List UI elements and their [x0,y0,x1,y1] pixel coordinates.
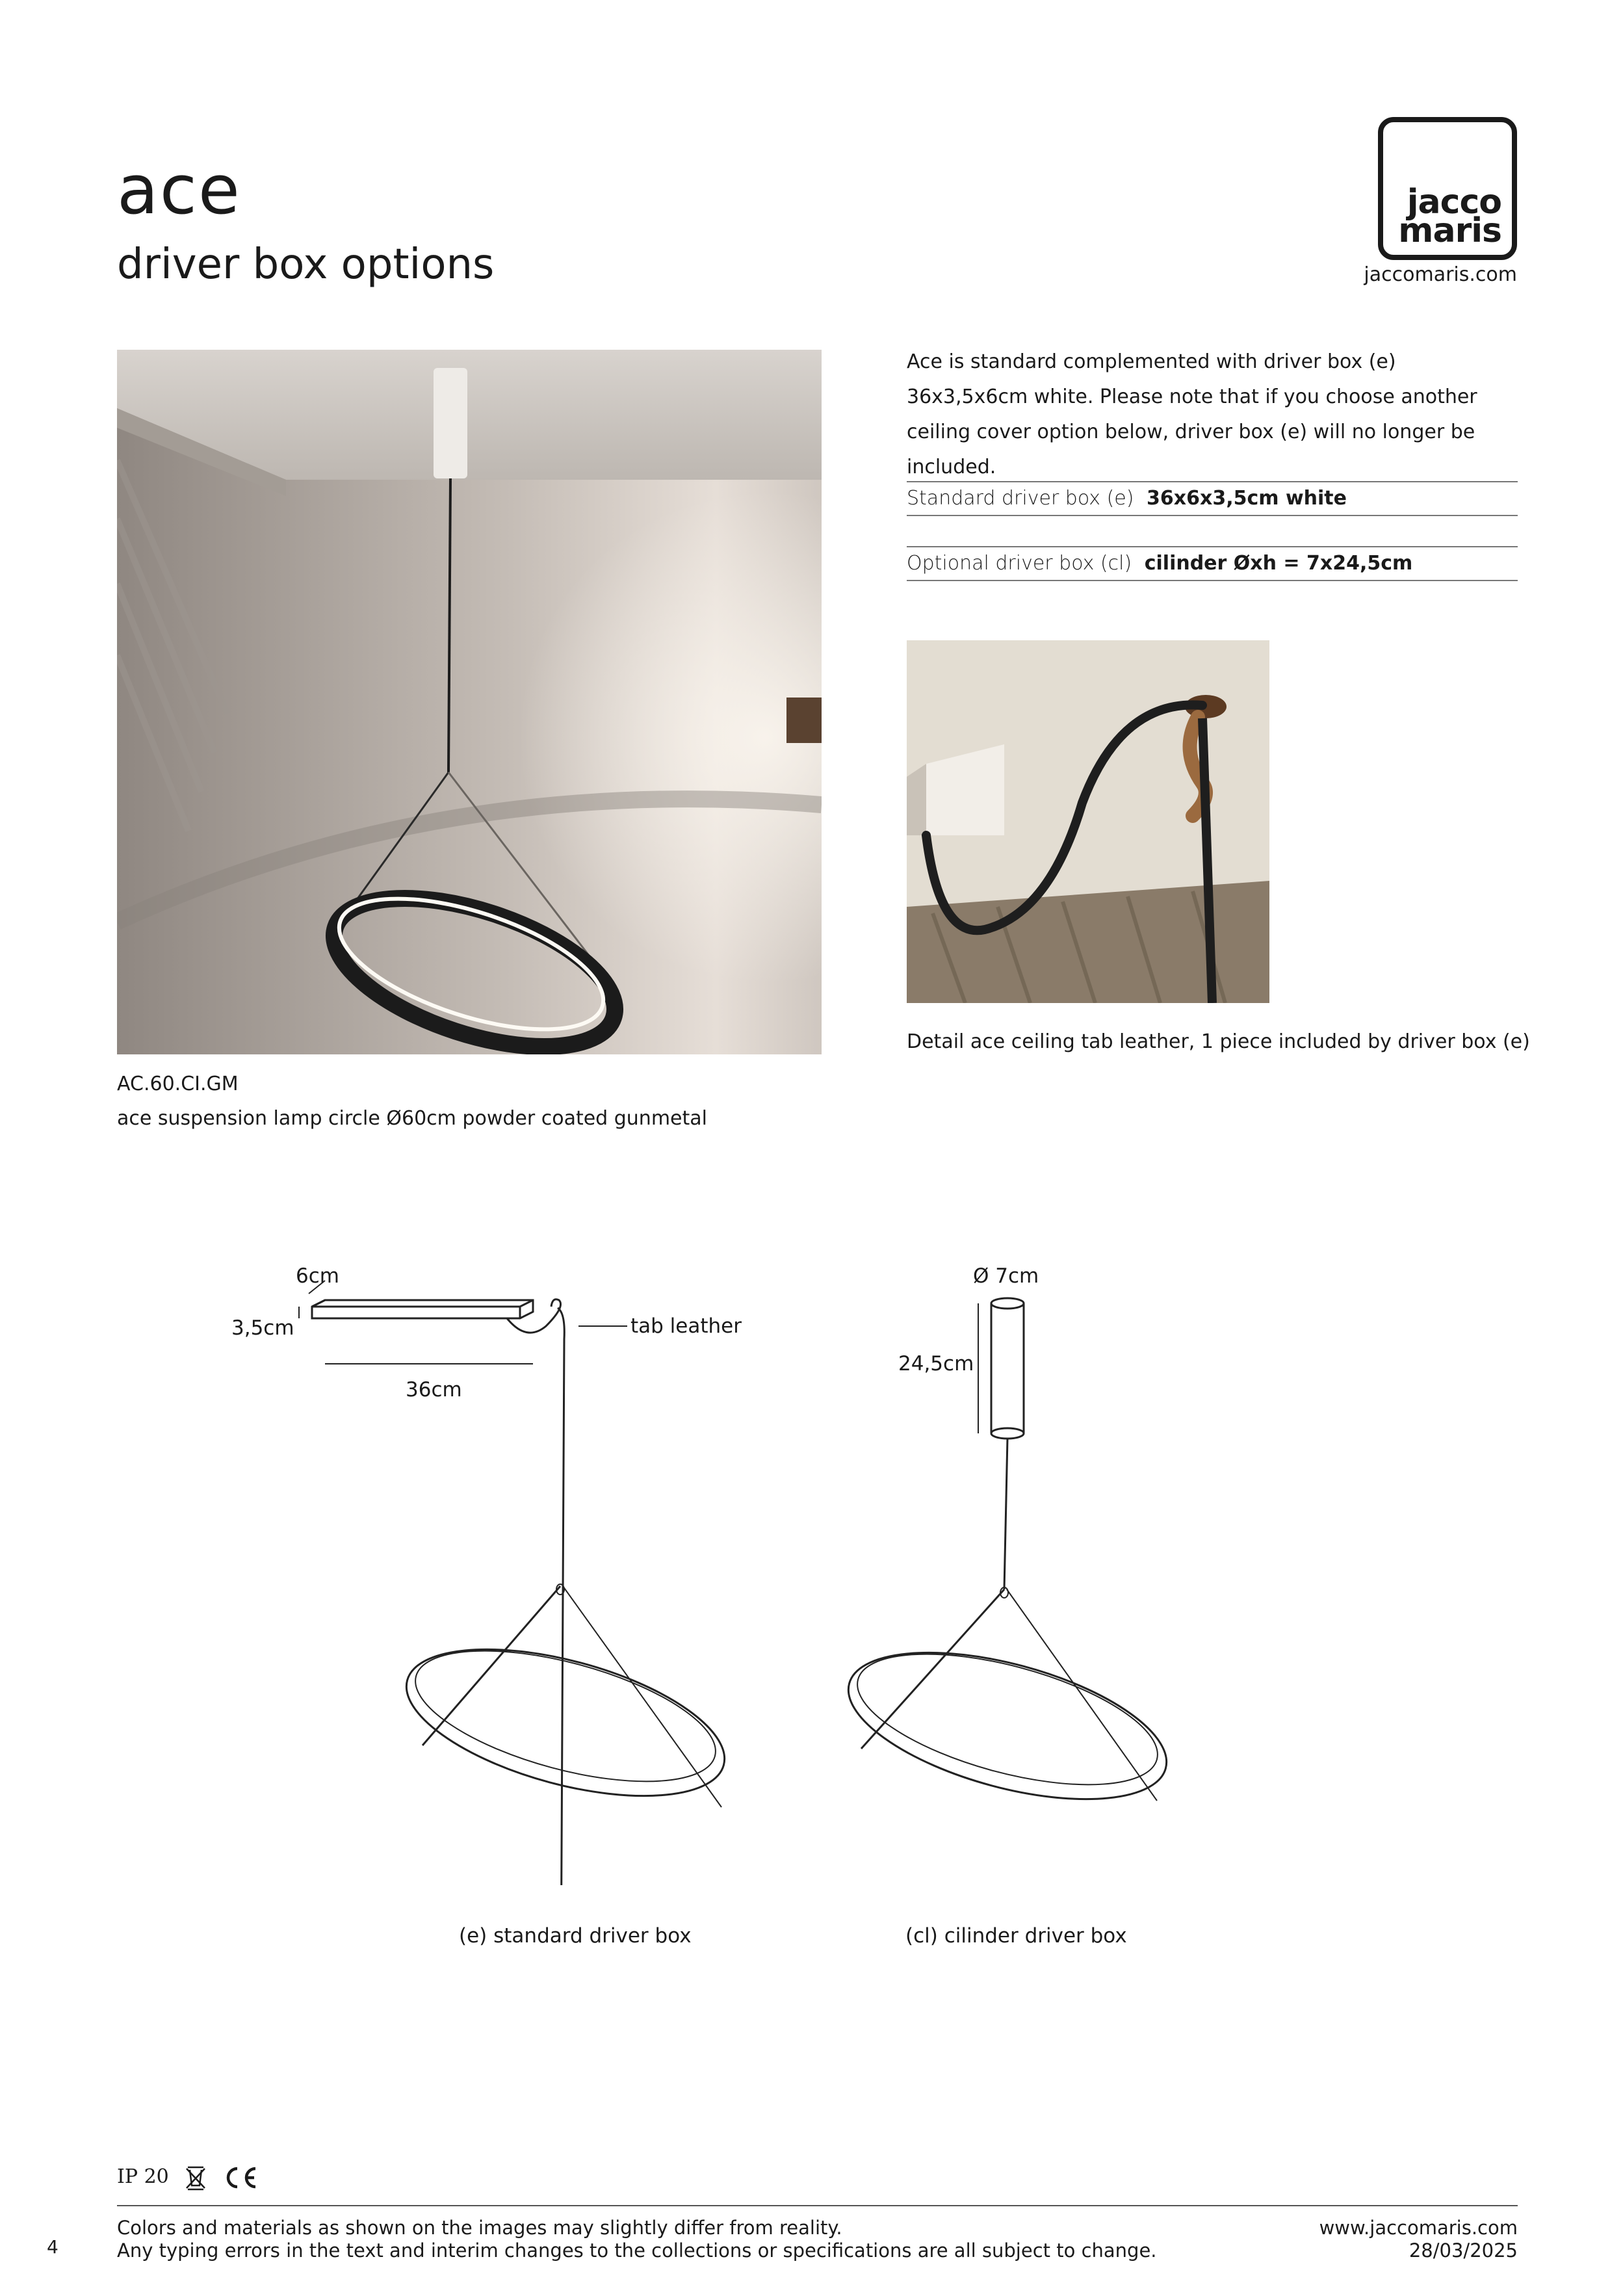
footer-disclaimer [117,2217,1157,2262]
cilinder-ring-outer [833,1624,1182,1828]
page-number: 4 [47,2236,58,2258]
main-photo-code: AC.60.CI.GM [117,1073,239,1095]
cilinder-drawing-caption: (cl) cilinder driver box [905,1924,1127,1948]
spec-value: cilinder Øxh = 7x24,5cm [1144,552,1413,575]
standard-drawing-caption: (e) standard driver box [459,1924,692,1948]
detail-photo-caption: Detail ace ceiling tab leather, 1 piece included by driver box (e) [907,1030,1530,1053]
logo-url: jaccomaris.com [1364,263,1517,286]
weee-bin-icon [184,2165,207,2191]
brand-logo [1378,117,1517,260]
ce-mark-icon [223,2165,259,2191]
intro-text: Ace is standard complemented with driver box (e) 36x3,5x6cm white. Please note that if you choose another ceiling cover option below, driver box (e) will no longer be included. [907,350,1477,478]
footer-divider [117,2205,1518,2206]
dimension-length: 36cm [406,1378,462,1402]
page-subtitle: driver box options [117,241,495,289]
disclaimer-line-2: Any typing errors in the text and interim changes to the collections or specifications are all subject to change. [117,2239,1157,2262]
dimension-height: 3,5cm [231,1316,294,1340]
tab-leather-label: tab leather [630,1314,742,1338]
main-photo-description: ace suspension lamp circle Ø60cm powder coated gunmetal [117,1107,707,1130]
ip-rating-text: IP 20 [117,2165,169,2188]
footer-meta [1235,2217,1518,2262]
standard-driver-box-drawing [299,1281,740,1885]
cilinder-driver-box-drawing [833,1298,1182,1828]
spec-row-optional [907,546,1518,581]
main-photo-illustration [117,350,822,1054]
page-title: ace [117,150,241,229]
main-product-photo [117,350,822,1054]
footer-website[interactable]: www.jaccomaris.com [1319,2217,1518,2239]
spec-value: 36x6x3,5cm white [1147,487,1347,510]
spec-row-standard [907,481,1518,516]
detail-photo-illustration [907,640,1269,1003]
spec-label: Standard driver box (e) [907,487,1134,510]
dimension-depth: 6cm [296,1264,339,1288]
logo-line-2: maris [1398,211,1501,251]
standard-ring-outer [391,1621,740,1825]
logo-wordmark [1398,182,1501,251]
logo-line-1: jacco [1407,182,1501,222]
dimension-cilinder-height: 24,5cm [898,1352,974,1376]
disclaimer-line-1: Colors and materials as shown on the images may slightly differ from reality. [117,2217,842,2239]
ip-rating [117,2165,259,2191]
dimension-diameter: Ø 7cm [973,1264,1039,1288]
detail-photo [907,640,1269,1003]
footer-date: 28/03/2025 [1409,2239,1518,2262]
spec-label: Optional driver box (cl) [907,552,1132,575]
